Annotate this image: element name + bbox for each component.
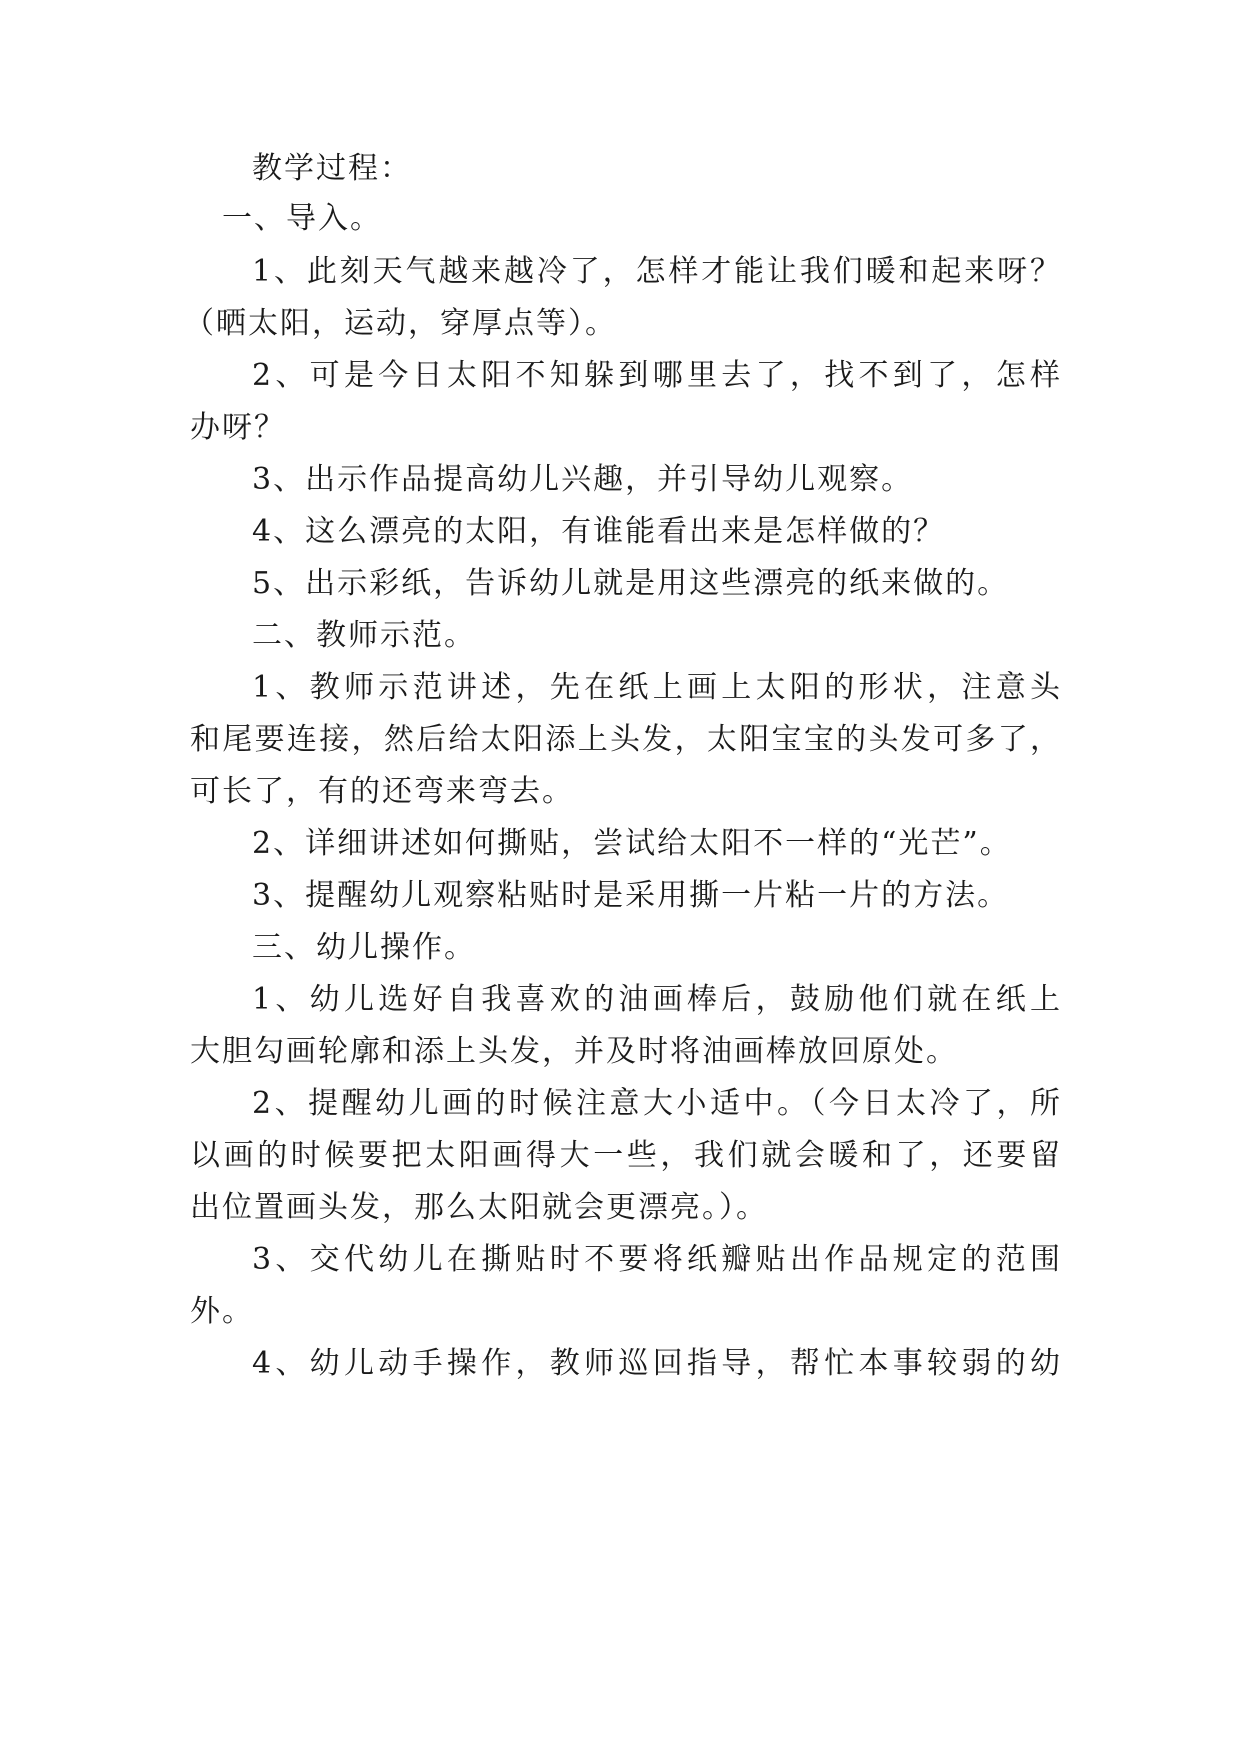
paragraph-line: 3、出示作品提高幼儿兴趣，并引导幼儿观察。 bbox=[252, 462, 914, 497]
paragraph-line: 1、教师示范讲述，先在纸上画上太阳的形状，注意头 bbox=[252, 670, 1060, 705]
paragraph-line: 5、出示彩纸，告诉幼儿就是用这些漂亮的纸来做的。 bbox=[252, 566, 1010, 601]
paragraph-line: 4、这么漂亮的太阳，有谁能看出来是怎样做的？ bbox=[252, 514, 946, 549]
paragraph-line: 3、交代幼儿在撕贴时不要将纸瓣贴出作品规定的范围 bbox=[252, 1242, 1060, 1277]
paragraph-line: 可长了，有的还弯来弯去。 bbox=[190, 774, 574, 809]
paragraph-line: 4、幼儿动手操作，教师巡回指导，帮忙本事较弱的幼 bbox=[252, 1346, 1060, 1381]
paragraph-line: （晒太阳，运动，穿厚点等）。 bbox=[184, 306, 617, 341]
section-heading: 教学过程： bbox=[252, 151, 412, 186]
paragraph-line: 2、详细讲述如何撕贴，尝试给太阳不一样的“光芒”。 bbox=[252, 826, 1012, 861]
section-heading: 二、教师示范。 bbox=[252, 618, 476, 653]
paragraph-line: 外。 bbox=[190, 1294, 254, 1329]
paragraph-line: 和尾要连接，然后给太阳添上头发，太阳宝宝的头发可多了， bbox=[190, 722, 1060, 757]
paragraph-line: 出位置画头发，那么太阳就会更漂亮。）。 bbox=[190, 1190, 768, 1225]
paragraph-line: 大胆勾画轮廓和添上头发，并及时将油画棒放回原处。 bbox=[190, 1034, 958, 1069]
paragraph-line: 2、可是今日太阳不知躲到哪里去了，找不到了，怎样 bbox=[252, 358, 1060, 393]
paragraph-line: 以画的时候要把太阳画得大一些，我们就会暖和了，还要留 bbox=[190, 1138, 1060, 1173]
paragraph-line: 2、提醒幼儿画的时候注意大小适中。（今日太冷了，所 bbox=[252, 1086, 1060, 1121]
paragraph-line: 办呀？ bbox=[190, 410, 286, 445]
section-heading: 三、幼儿操作。 bbox=[252, 930, 476, 965]
section-heading: 一、导入。 bbox=[222, 201, 382, 236]
paragraph-line: 1、此刻天气越来越冷了，怎样才能让我们暖和起来呀？ bbox=[252, 254, 1060, 289]
paragraph-line: 1、幼儿选好自我喜欢的油画棒后，鼓励他们就在纸上 bbox=[252, 982, 1060, 1017]
paragraph-line: 3、提醒幼儿观察粘贴时是采用撕一片粘一片的方法。 bbox=[252, 878, 1010, 913]
